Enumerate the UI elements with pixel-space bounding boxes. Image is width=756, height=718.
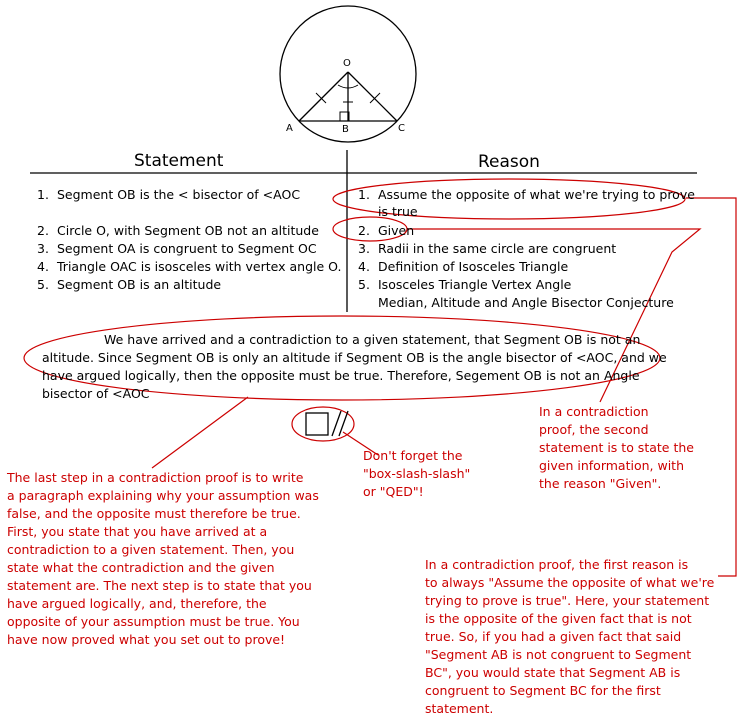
note-qed: Don't forget the "box-slash-slash" or "QED"! [363, 448, 471, 499]
tick-mark-right [370, 93, 380, 103]
reason-2: 2. Given [358, 223, 415, 238]
segment-oa [299, 72, 348, 121]
statement-5: 5. Segment OB is an altitude [37, 277, 222, 292]
conclusion-line-4: bisector of <AOC [42, 386, 150, 401]
conclusion-line-2: altitude. Since Segment OB is only an altitude if Segment OB is the angle bisector of <AOC, and we [42, 350, 667, 365]
connector-last-step [152, 397, 248, 468]
statement-3: 3. Segment OA is congruent to Segment OC [37, 241, 317, 256]
note-last-step: The last step in a contradiction proof is to write a paragraph explaining why your assumption was false, and the opposite must therefore be true. First, you state that you have arrived at a contradiction to a given statement. Then, you state what the contradiction and the given statement are. The next step is to state that you have argued logically, and, therefore, the opposite of your assumption must be true. You have now proved what you set out to prove! [7, 470, 319, 647]
connector-first-reason [686, 198, 736, 576]
reason-4: 4. Definition of Isosceles Triangle [358, 259, 569, 274]
conclusion-line-1: We have arrived and a contradiction to a given statement, that Segment OB is not an [104, 332, 641, 347]
label-a: A [286, 123, 293, 134]
label-b: B [342, 124, 349, 135]
qed-box [306, 413, 328, 435]
tick-mark-left [316, 93, 326, 103]
reason-3: 3. Radii in the same circle are congruent [358, 241, 617, 256]
statement-header: Statement [134, 151, 224, 171]
reason-header: Reason [478, 152, 540, 172]
note-second-statement: In a contradiction proof, the second statement is to state the given information, with the reason "Given". [539, 404, 694, 491]
reason-5-continued: Median, Altitude and Angle Bisector Conjecture [378, 295, 674, 310]
reason-1: 1. Assume the opposite of what we're trying to prove [358, 187, 695, 202]
label-c: C [398, 123, 405, 134]
reason-1-continued: is true [378, 204, 418, 219]
reason-5: 5. Isosceles Triangle Vertex Angle [358, 277, 572, 292]
note-first-reason: In a contradiction proof, the first reason is to always "Assume the opposite of what we're trying to prove is true". Here, your statement is the opposite of the given fact that is not true. So, if you had a given fact that said "Segment AB is not congruent to Segment BC", you would state that Segment AB is congruent to Segment BC for the first statement. [425, 557, 715, 716]
qed-slash-1 [332, 411, 341, 436]
label-o: O [343, 58, 351, 69]
segment-oc [348, 72, 397, 121]
statement-4: 4. Triangle OAC is isosceles with vertex angle O. [37, 259, 342, 274]
conclusion-line-3: have argued logically, then the opposite must be true. Therefore, Segement OB is not an Angle [42, 368, 640, 383]
ellipse-qed [292, 407, 354, 441]
statement-1: 1. Segment OB is the < bisector of <AOC [37, 187, 301, 202]
statement-2: 2. Circle O, with Segment OB not an altitude [37, 223, 319, 238]
